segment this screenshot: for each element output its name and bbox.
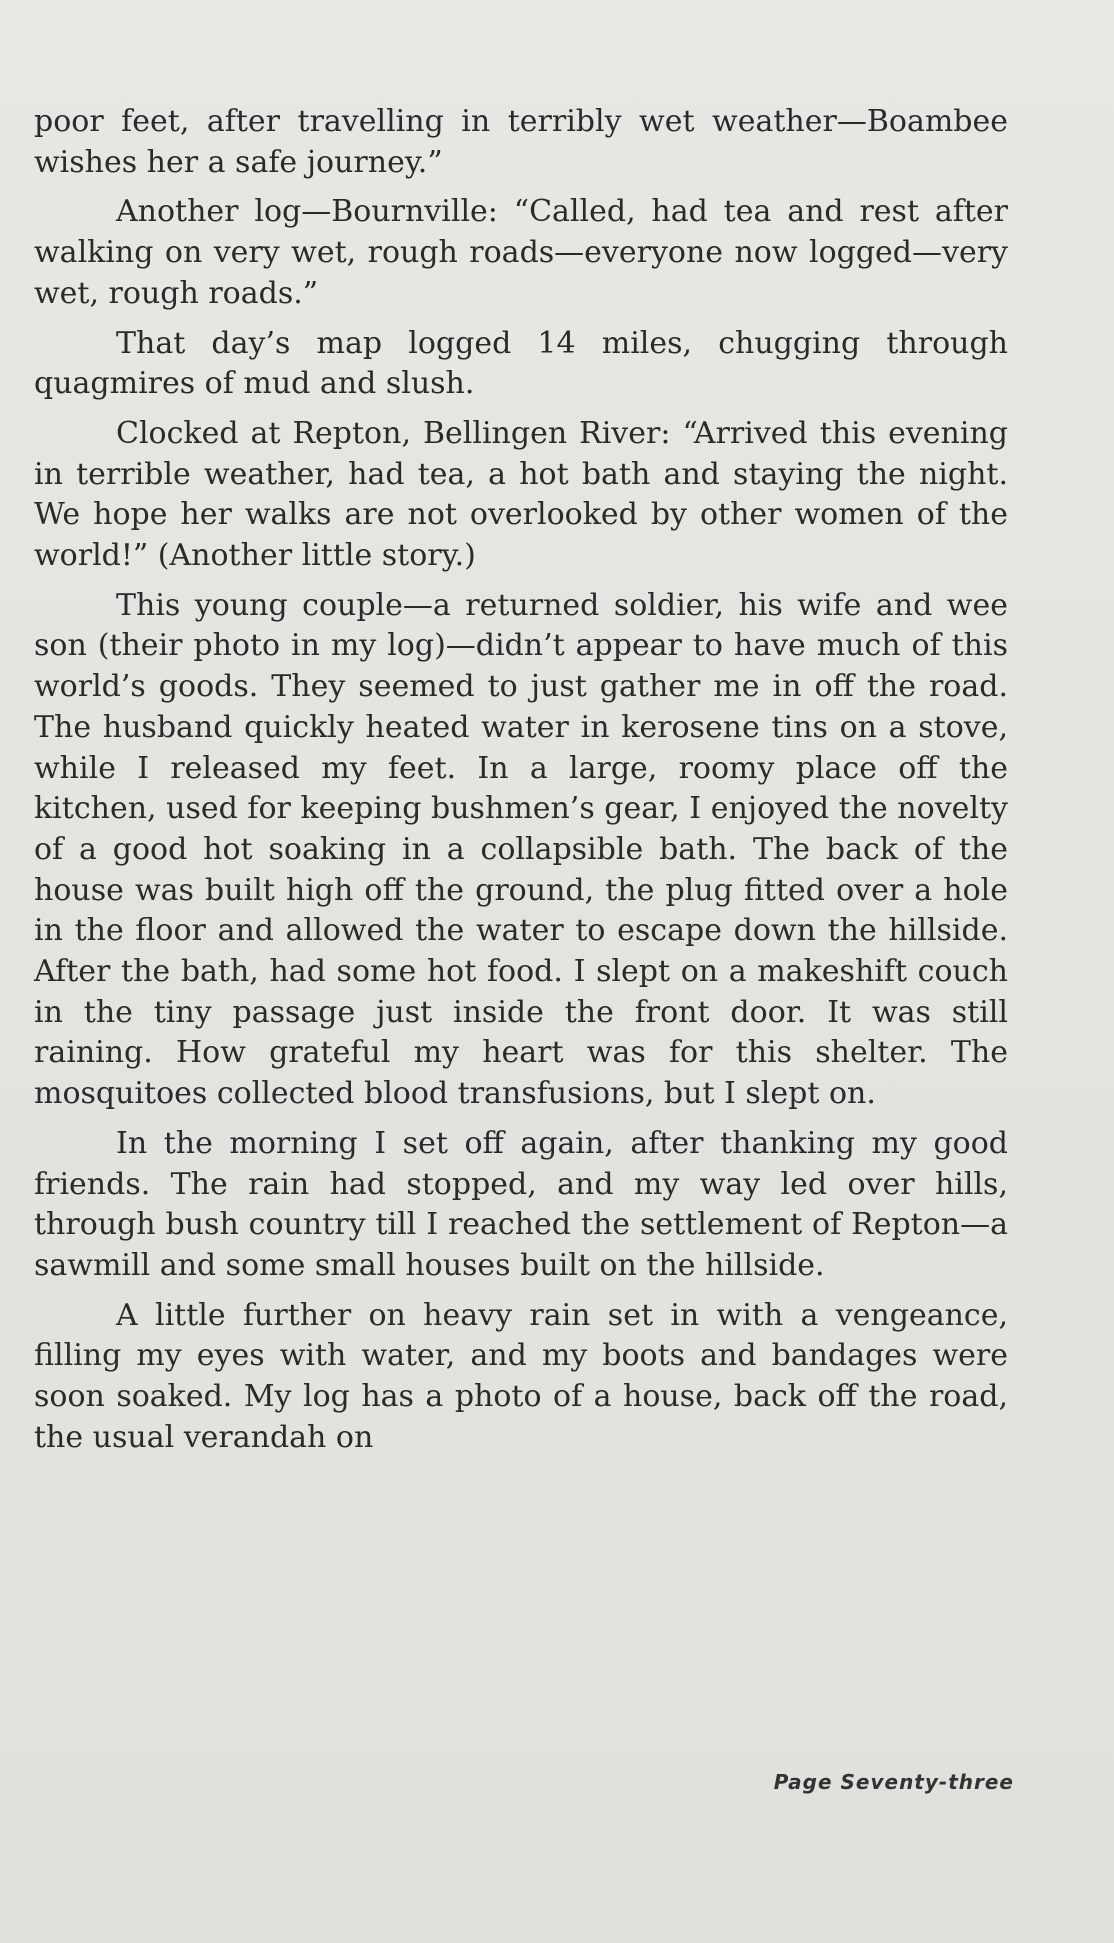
paragraph-7: A little further on heavy rain set in with a vengeance, filling my eyes with water, and my boots and bandages were soon soaked. My log has a photo of a house, back off the road, the usual verandah on: [34, 1297, 1008, 1455]
paragraph-5: This young couple—a returned soldier, his wife and wee son (their photo in my log)—didn’t appear to have much of this world’s goods. They seemed to just gather me in off the road. The husband quickly heated water in kerosene tins on a stove, while I released my feet. In a large, roomy place off the kitchen, used for keeping bushmen’s gear, I enjoyed the novelty of a good hot soaking in a collapsible bath. The back of the house was built high off the ground, the plug fitted over a hole in the floor and allowed the water to escape down the hillside. After the bath, had some hot food. I slept on a makeshift couch in the tiny passage just inside the front door. It was still raining. How grateful my heart was for this shelter. The mosquitoes collected blood transfusions, but I slept on.: [34, 587, 1008, 1112]
paragraph-6: In the morning I set off again, after thanking my good friends. The rain had stopped, and my way led over hills, through bush country till I reached the settlement of Repton—a sawmill and some small houses built on the hillside.: [34, 1125, 1008, 1283]
page-number: Page Seventy-three: [773, 1770, 1014, 1794]
body-text: [34, 102, 1008, 1468]
paragraph-2: Another log—Bournville: “Called, had tea and rest after walking on very wet, rough roads—everyone now logged—very wet, rough roads.”: [34, 194, 1008, 311]
paragraph-1: poor feet, after travelling in terribly wet weather—Boambee wishes her a safe journey.”: [34, 104, 1008, 180]
paragraph-4: Clocked at Repton, Bellingen River: “Arrived this evening in terrible weather, had tea, a hot bath and staying the night. We hope her walks are not overlooked by other women of the world!” (Another little story.): [34, 415, 1008, 574]
paragraph-3: That day’s map logged 14 miles, chugging through quagmires of mud and slush.: [34, 325, 1008, 402]
